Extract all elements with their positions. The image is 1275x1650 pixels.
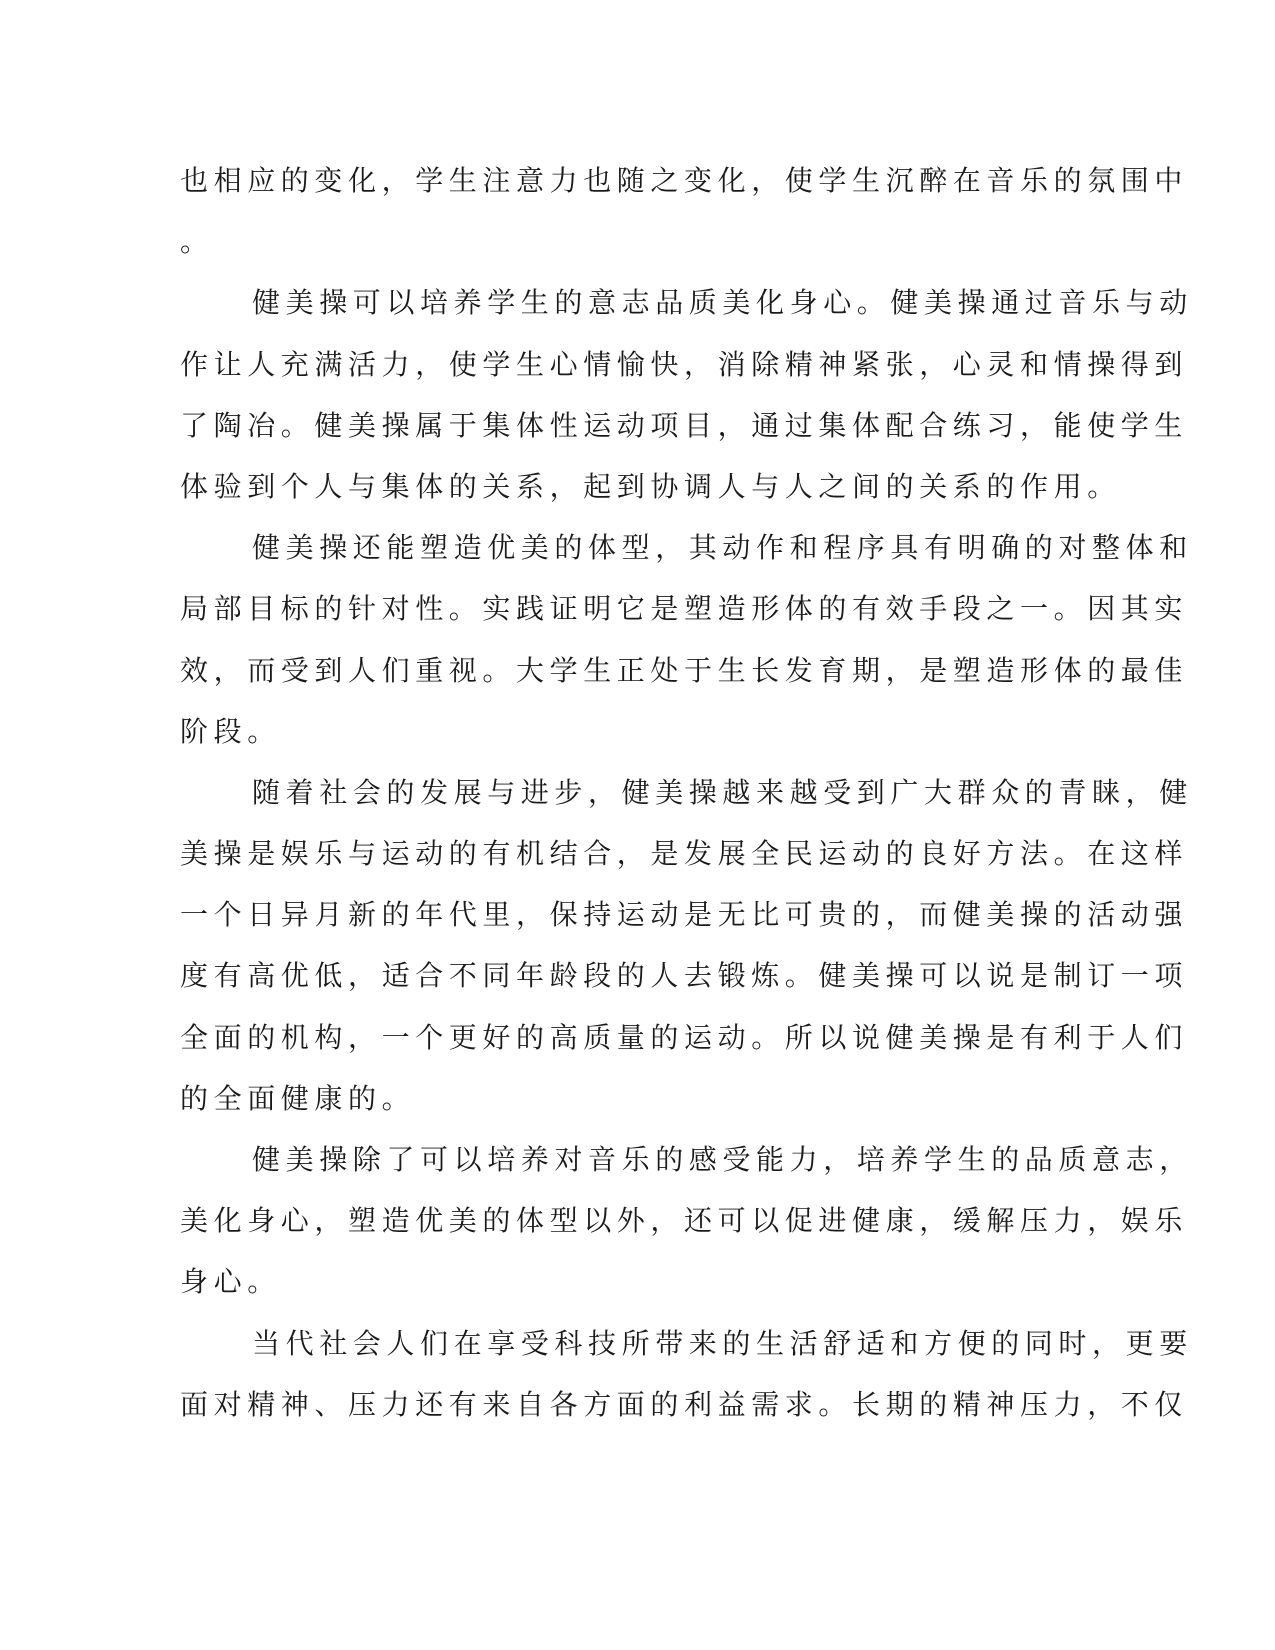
text-line: 一个日异月新的年代里，保持运动是无比可贵的，而健美操的活动强: [180, 898, 1189, 932]
text-line: 作让人充满活力，使学生心情愉快，消除精神紧张，心灵和情操得到: [180, 347, 1189, 381]
text-line: 面对精神、压力还有来自各方面的利益需求。长期的精神压力，不仅: [180, 1387, 1189, 1421]
text-line: 美化身心，塑造优美的体型以外，还可以促进健康，缓解压力，娱乐: [180, 1204, 1189, 1238]
text-line: 也相应的变化，学生注意力也随之变化，使学生沉醉在音乐的氛围中: [180, 164, 1189, 197]
text-line: 健美操还能塑造优美的体型，其动作和程序具有明确的对整体和: [252, 531, 1193, 565]
text-line: 全面的机构，一个更好的高质量的运动。所以说健美操是有利于人们: [180, 1020, 1189, 1054]
text-line: 随着社会的发展与进步，健美操越来越受到广大群众的青睐，健: [252, 775, 1193, 809]
text-line: 美操是娱乐与运动的有机结合，是发展全民运动的良好方法。在这样: [180, 837, 1189, 871]
text-line: 当代社会人们在享受科技所带来的生活舒适和方便的同时，更要: [252, 1326, 1193, 1360]
text-line: 的全面健康的。: [180, 1081, 416, 1115]
text-line: 局部目标的针对性。实践证明它是塑造形体的有效手段之一。因其实: [180, 592, 1189, 626]
text-line: 体验到个人与集体的关系，起到协调人与人之间的关系的作用。: [180, 469, 1121, 503]
text-line: 身心。: [180, 1265, 281, 1299]
body-text: [180, 150, 1193, 1435]
text-line: 健美操可以培养学生的意志品质美化身心。健美操通过音乐与动: [252, 286, 1193, 320]
text-line: 度有高优低，适合不同年龄段的人去锻炼。健美操可以说是制订一项: [180, 959, 1189, 993]
text-line: 健美操除了可以培养对音乐的感受能力，培养学生的品质意志，: [252, 1143, 1193, 1176]
text-line: 。: [180, 225, 214, 259]
text-line: 效，而受到人们重视。大学生正处于生长发育期，是塑造形体的最佳: [180, 653, 1189, 687]
text-line: 阶段。: [180, 714, 281, 748]
text-line: 了陶冶。健美操属于集体性运动项目，通过集体配合练习，能使学生: [180, 408, 1189, 442]
